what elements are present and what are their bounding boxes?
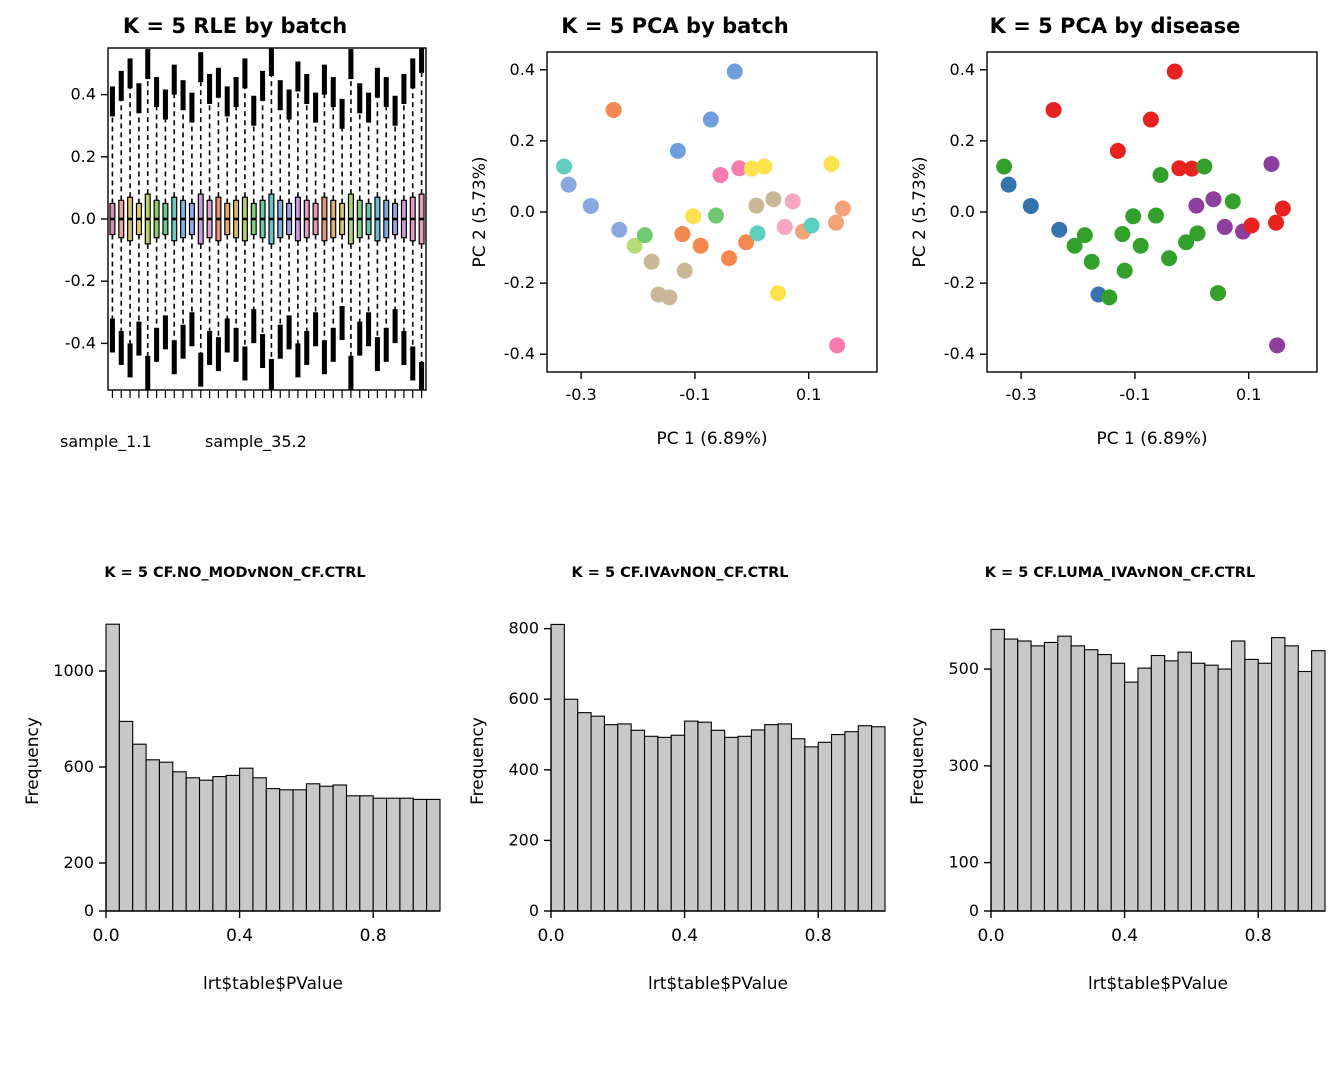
panel-title-hist2: K = 5 CF.IVAvNON_CF.CTRL [571,565,789,581]
panel-hist-cf-no-mod [10,565,460,1065]
svg-text:0: 0 [83,901,94,920]
svg-text:0.4: 0.4 [226,926,254,946]
panel-rle-by-batch [20,14,450,494]
svg-text:0.8: 0.8 [1244,926,1272,946]
svg-text:800: 800 [508,618,539,638]
svg-text:0.4: 0.4 [1111,926,1139,946]
panel-title-pca-batch: K = 5 PCA by batch [561,14,789,38]
svg-text:PC 1 (6.89%): PC 1 (6.89%) [656,429,768,449]
svg-text:0.1: 0.1 [795,385,822,404]
svg-text:lrt$table$PValue: lrt$table$PValue [647,974,789,994]
svg-text:-0.4: -0.4 [503,344,535,364]
svg-text:lrt$table$PValue: lrt$table$PValue [1087,974,1229,994]
svg-text:500: 500 [948,659,979,679]
svg-text:200: 200 [63,853,94,872]
svg-text:PC 2 (5.73%): PC 2 (5.73%) [910,156,930,268]
svg-text:0.0: 0.0 [92,926,120,946]
panel-title-hist3: K = 5 CF.LUMA_IVAvNON_CF.CTRL [984,565,1256,581]
svg-text:100: 100 [948,852,979,872]
rle-plot-area [20,38,450,478]
svg-text:-0.1: -0.1 [679,385,711,404]
hist2-plot-area [455,581,905,1041]
svg-text:-0.2: -0.2 [64,271,96,291]
rle-xtick-label-right: sample_35.2 [205,432,307,451]
panel-hist-cf-iva [455,565,905,1065]
svg-text:-0.3: -0.3 [1005,385,1037,404]
svg-text:0.4: 0.4 [671,926,699,946]
svg-text:0.4: 0.4 [509,59,535,79]
svg-text:-0.2: -0.2 [503,273,535,293]
svg-text:-0.2: -0.2 [943,273,975,293]
svg-text:0.4: 0.4 [70,84,96,104]
panel-hist-cf-luma-iva [895,565,1344,1065]
svg-text:0.0: 0.0 [977,926,1005,946]
svg-text:-0.4: -0.4 [943,344,975,364]
svg-text:Frequency: Frequency [908,717,928,805]
svg-text:0.4: 0.4 [949,59,975,79]
svg-text:0.0: 0.0 [509,202,535,221]
svg-text:0: 0 [528,901,539,920]
svg-text:PC 2 (5.73%): PC 2 (5.73%) [470,156,490,268]
svg-text:1000: 1000 [53,661,94,680]
pca-disease-plot-area [895,38,1335,508]
svg-text:-0.4: -0.4 [64,333,96,353]
panel-title-rle: K = 5 RLE by batch [122,14,348,38]
svg-text:300: 300 [948,755,979,775]
svg-text:600: 600 [63,757,94,776]
panel-pca-by-batch [455,14,895,514]
svg-text:200: 200 [508,830,539,850]
svg-text:Frequency: Frequency [23,717,43,805]
svg-text:0.8: 0.8 [804,926,832,946]
pca-batch-plot-area [455,38,895,508]
svg-text:0.2: 0.2 [70,146,96,166]
svg-text:-0.3: -0.3 [565,385,597,404]
svg-text:lrt$table$PValue: lrt$table$PValue [202,974,344,994]
svg-text:PC 1 (6.89%): PC 1 (6.89%) [1096,429,1208,449]
panel-pca-by-disease [895,14,1335,514]
panel-title-pca-disease: K = 5 PCA by disease [989,14,1241,38]
svg-text:-0.1: -0.1 [1119,385,1151,404]
svg-text:0.0: 0.0 [949,202,975,221]
svg-text:0.1: 0.1 [1235,385,1262,404]
svg-text:Frequency: Frequency [468,717,488,805]
svg-text:0.2: 0.2 [509,130,535,150]
hist1-plot-area [10,581,460,1041]
panel-title-hist1: K = 5 CF.NO_MODvNON_CF.CTRL [104,565,366,581]
rle-xtick-label-left: sample_1.1 [60,432,152,451]
svg-text:0.0: 0.0 [537,926,565,946]
svg-text:0: 0 [968,901,979,920]
svg-text:0.8: 0.8 [359,926,387,946]
svg-text:0.2: 0.2 [949,130,975,150]
hist3-plot-area [895,581,1344,1041]
svg-text:400: 400 [508,759,539,779]
svg-text:600: 600 [508,689,539,709]
svg-text:0.0: 0.0 [70,209,96,228]
